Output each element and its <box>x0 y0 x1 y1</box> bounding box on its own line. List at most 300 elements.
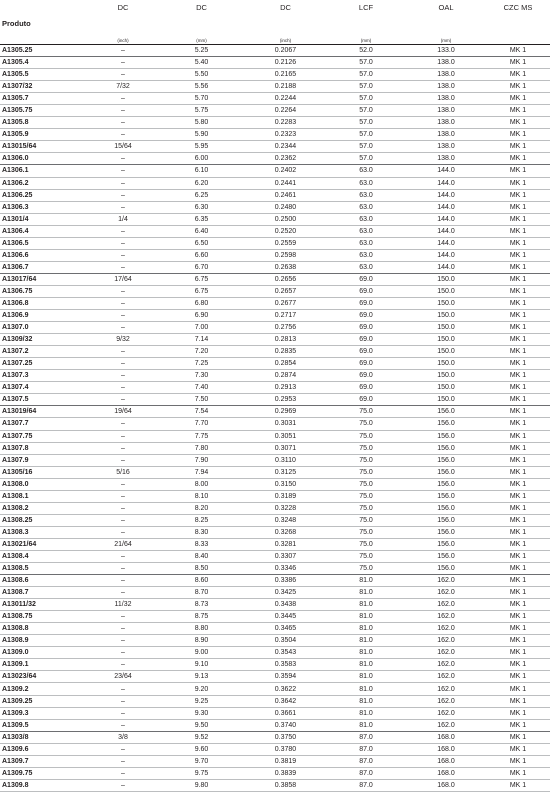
product-code-cell: A1309.3 <box>0 707 88 719</box>
oal-cell: 138.0 <box>406 69 486 81</box>
dc-inch-decimal-cell: 0.2480 <box>245 201 326 213</box>
lcf-cell: 75.0 <box>326 466 406 478</box>
czc-ms-cell: MK 1 <box>486 707 550 719</box>
dc-inch-decimal-cell: 0.3228 <box>245 502 326 514</box>
unit-dc-inch: (inch) <box>88 34 158 45</box>
dc-inch-decimal-cell: 0.2344 <box>245 141 326 153</box>
dc-inch-decimal-cell: 0.2835 <box>245 346 326 358</box>
oal-cell: 162.0 <box>406 719 486 731</box>
czc-ms-cell: MK 1 <box>486 273 550 285</box>
dc-inch-decimal-cell: 0.2362 <box>245 153 326 165</box>
dc-mm-cell: 7.20 <box>158 346 245 358</box>
czc-ms-cell: MK 1 <box>486 623 550 635</box>
lcf-cell: 81.0 <box>326 587 406 599</box>
dc-inch-fraction-cell: 15/64 <box>88 141 158 153</box>
product-code-cell: A1306.75 <box>0 285 88 297</box>
dc-inch-fraction-cell: – <box>88 201 158 213</box>
product-code-cell: A1305.9 <box>0 129 88 141</box>
lcf-cell: 75.0 <box>326 514 406 526</box>
dc-inch-fraction-cell: – <box>88 647 158 659</box>
czc-ms-cell: MK 1 <box>486 418 550 430</box>
table-row <box>0 538 550 550</box>
czc-ms-cell: MK 1 <box>486 490 550 502</box>
dc-inch-decimal-cell: 0.3071 <box>245 442 326 454</box>
dc-mm-cell: 9.80 <box>158 779 245 791</box>
dc-inch-fraction-cell: – <box>88 261 158 273</box>
dc-inch-fraction-cell: – <box>88 611 158 623</box>
czc-ms-cell: MK 1 <box>486 177 550 189</box>
czc-ms-cell: MK 1 <box>486 382 550 394</box>
dc-inch-decimal-cell: 0.3438 <box>245 599 326 611</box>
table-row <box>0 57 550 69</box>
czc-ms-cell: MK 1 <box>486 671 550 683</box>
dc-inch-fraction-cell: 3/8 <box>88 731 158 743</box>
header-czc-ms: CZC MS <box>503 3 533 12</box>
dc-inch-decimal-cell: 0.2656 <box>245 273 326 285</box>
dc-inch-decimal-cell: 0.2874 <box>245 370 326 382</box>
dc-inch-decimal-cell: 0.3031 <box>245 418 326 430</box>
product-code-cell: A1309.6 <box>0 743 88 755</box>
oal-cell: 156.0 <box>406 478 486 490</box>
oal-cell: 144.0 <box>406 249 486 261</box>
unit-dc-inch-decimal: (inch) <box>245 34 326 45</box>
table-row <box>0 442 550 454</box>
lcf-cell: 69.0 <box>326 394 406 406</box>
lcf-cell: 57.0 <box>326 129 406 141</box>
dc-inch-decimal-cell: 0.3150 <box>245 478 326 490</box>
dc-mm-cell: 8.73 <box>158 599 245 611</box>
table-row <box>0 225 550 237</box>
dc-inch-fraction-cell: – <box>88 454 158 466</box>
lcf-cell: 75.0 <box>326 442 406 454</box>
table-row <box>0 478 550 490</box>
czc-ms-cell: MK 1 <box>486 563 550 575</box>
dc-inch-decimal-cell: 0.2953 <box>245 394 326 406</box>
table-row <box>0 466 550 478</box>
dc-inch-fraction-cell: – <box>88 57 158 69</box>
product-code-cell: A1307.2 <box>0 346 88 358</box>
czc-ms-cell: MK 1 <box>486 45 550 57</box>
product-code-cell: A1309.2 <box>0 683 88 695</box>
table-row <box>0 69 550 81</box>
czc-ms-cell: MK 1 <box>486 285 550 297</box>
lcf-cell: 81.0 <box>326 707 406 719</box>
lcf-cell: 69.0 <box>326 310 406 322</box>
dc-mm-cell: 9.13 <box>158 671 245 683</box>
lcf-cell: 63.0 <box>326 201 406 213</box>
lcf-cell: 87.0 <box>326 755 406 767</box>
dc-inch-fraction-cell: – <box>88 117 158 129</box>
czc-ms-cell: MK 1 <box>486 635 550 647</box>
oal-cell: 162.0 <box>406 587 486 599</box>
table-row <box>0 647 550 659</box>
table-row <box>0 514 550 526</box>
dc-inch-decimal-cell: 0.3125 <box>245 466 326 478</box>
dc-inch-decimal-cell: 0.3051 <box>245 430 326 442</box>
lcf-cell: 75.0 <box>326 418 406 430</box>
czc-ms-cell: MK 1 <box>486 743 550 755</box>
oal-cell: 156.0 <box>406 514 486 526</box>
oal-cell: 150.0 <box>406 334 486 346</box>
dc-inch-fraction-cell: 5/16 <box>88 466 158 478</box>
dc-mm-cell: 6.10 <box>158 165 245 177</box>
dc-mm-cell: 8.30 <box>158 526 245 538</box>
czc-ms-cell: MK 1 <box>486 69 550 81</box>
table-row <box>0 418 550 430</box>
dc-inch-decimal-cell: 0.3750 <box>245 731 326 743</box>
dc-inch-fraction-cell: – <box>88 237 158 249</box>
dc-inch-fraction-cell: – <box>88 189 158 201</box>
dc-inch-decimal-cell: 0.3740 <box>245 719 326 731</box>
dc-mm-cell: 6.75 <box>158 285 245 297</box>
dc-inch-fraction-cell: 19/64 <box>88 406 158 418</box>
dc-mm-cell: 9.60 <box>158 743 245 755</box>
dc-inch-fraction-cell: – <box>88 394 158 406</box>
oal-cell: 156.0 <box>406 442 486 454</box>
oal-cell: 138.0 <box>406 153 486 165</box>
dc-inch-decimal-cell: 0.3642 <box>245 695 326 707</box>
dc-mm-cell: 7.90 <box>158 454 245 466</box>
dc-mm-cell: 6.35 <box>158 213 245 225</box>
table-row <box>0 81 550 93</box>
oal-cell: 162.0 <box>406 623 486 635</box>
czc-ms-cell: MK 1 <box>486 322 550 334</box>
table-body <box>0 45 550 792</box>
oal-cell: 144.0 <box>406 165 486 177</box>
lcf-cell: 75.0 <box>326 550 406 562</box>
table-row <box>0 358 550 370</box>
table-row <box>0 93 550 105</box>
czc-ms-cell: MK 1 <box>486 297 550 309</box>
product-code-cell: A1306.5 <box>0 237 88 249</box>
lcf-cell: 87.0 <box>326 743 406 755</box>
dc-inch-fraction-cell: – <box>88 105 158 117</box>
dc-inch-fraction-cell: – <box>88 779 158 791</box>
czc-ms-cell: MK 1 <box>486 719 550 731</box>
product-code-cell: A1307.9 <box>0 454 88 466</box>
oal-cell: 150.0 <box>406 346 486 358</box>
lcf-cell: 69.0 <box>326 358 406 370</box>
oal-cell: 156.0 <box>406 502 486 514</box>
dc-inch-decimal-cell: 0.3346 <box>245 563 326 575</box>
dc-inch-fraction-cell: – <box>88 635 158 647</box>
product-code-cell: A1307.8 <box>0 442 88 454</box>
product-code-cell: A1308.6 <box>0 575 88 587</box>
dc-mm-cell: 6.00 <box>158 153 245 165</box>
header-produto: Produto <box>2 18 31 28</box>
czc-ms-cell: MK 1 <box>486 370 550 382</box>
oal-cell: 138.0 <box>406 105 486 117</box>
dc-inch-fraction-cell: – <box>88 623 158 635</box>
czc-ms-cell: MK 1 <box>486 731 550 743</box>
dc-inch-decimal-cell: 0.2913 <box>245 382 326 394</box>
dc-mm-cell: 9.50 <box>158 719 245 731</box>
dc-inch-decimal-cell: 0.2441 <box>245 177 326 189</box>
dc-mm-cell: 7.94 <box>158 466 245 478</box>
dc-inch-decimal-cell: 0.2188 <box>245 81 326 93</box>
czc-ms-cell: MK 1 <box>486 334 550 346</box>
dc-inch-fraction-cell: – <box>88 382 158 394</box>
product-code-cell: A1307.3 <box>0 370 88 382</box>
product-code-cell: A1308.4 <box>0 550 88 562</box>
table-row <box>0 623 550 635</box>
czc-ms-cell: MK 1 <box>486 647 550 659</box>
table-row <box>0 370 550 382</box>
lcf-cell: 75.0 <box>326 538 406 550</box>
dc-inch-decimal-cell: 0.3307 <box>245 550 326 562</box>
oal-cell: 150.0 <box>406 322 486 334</box>
table-row <box>0 45 550 57</box>
oal-cell: 156.0 <box>406 418 486 430</box>
dc-mm-cell: 7.75 <box>158 430 245 442</box>
czc-ms-cell: MK 1 <box>486 394 550 406</box>
dc-inch-decimal-cell: 0.2717 <box>245 310 326 322</box>
product-code-cell: A1306.4 <box>0 225 88 237</box>
czc-ms-cell: MK 1 <box>486 538 550 550</box>
oal-cell: 150.0 <box>406 285 486 297</box>
dc-inch-decimal-cell: 0.3819 <box>245 755 326 767</box>
dc-mm-cell: 9.10 <box>158 659 245 671</box>
product-code-cell: A1305/16 <box>0 466 88 478</box>
czc-ms-cell: MK 1 <box>486 93 550 105</box>
table-row <box>0 273 550 285</box>
dc-inch-decimal-cell: 0.3281 <box>245 538 326 550</box>
dc-inch-decimal-cell: 0.3504 <box>245 635 326 647</box>
czc-ms-cell: MK 1 <box>486 442 550 454</box>
dc-mm-cell: 9.00 <box>158 647 245 659</box>
oal-cell: 162.0 <box>406 695 486 707</box>
table-row <box>0 237 550 249</box>
dc-inch-decimal-cell: 0.2677 <box>245 297 326 309</box>
lcf-cell: 81.0 <box>326 695 406 707</box>
czc-ms-cell: MK 1 <box>486 81 550 93</box>
oal-cell: 133.0 <box>406 45 486 57</box>
oal-cell: 144.0 <box>406 237 486 249</box>
lcf-cell: 57.0 <box>326 153 406 165</box>
oal-cell: 156.0 <box>406 454 486 466</box>
dc-inch-fraction-cell: – <box>88 358 158 370</box>
table-row <box>0 261 550 273</box>
dc-inch-fraction-cell: 23/64 <box>88 671 158 683</box>
lcf-cell: 81.0 <box>326 611 406 623</box>
table-row <box>0 767 550 779</box>
lcf-cell: 81.0 <box>326 575 406 587</box>
dc-mm-cell: 8.50 <box>158 563 245 575</box>
oal-cell: 156.0 <box>406 406 486 418</box>
dc-mm-cell: 8.25 <box>158 514 245 526</box>
oal-cell: 138.0 <box>406 81 486 93</box>
product-code-cell: A1308.2 <box>0 502 88 514</box>
product-code-cell: A1306.25 <box>0 189 88 201</box>
czc-ms-cell: MK 1 <box>486 430 550 442</box>
product-code-cell: A1306.9 <box>0 310 88 322</box>
header-oal: OAL <box>438 3 454 12</box>
dc-inch-decimal-cell: 0.2520 <box>245 225 326 237</box>
dc-mm-cell: 5.25 <box>158 45 245 57</box>
dc-mm-cell: 6.40 <box>158 225 245 237</box>
oal-cell: 138.0 <box>406 141 486 153</box>
product-code-cell: A1308.8 <box>0 623 88 635</box>
table-row <box>0 117 550 129</box>
lcf-cell: 81.0 <box>326 671 406 683</box>
table-row <box>0 502 550 514</box>
product-code-cell: A13023/64 <box>0 671 88 683</box>
dc-inch-decimal-cell: 0.2126 <box>245 57 326 69</box>
dc-inch-fraction-cell: – <box>88 93 158 105</box>
lcf-cell: 69.0 <box>326 285 406 297</box>
lcf-cell: 81.0 <box>326 647 406 659</box>
dc-inch-fraction-cell: – <box>88 153 158 165</box>
dc-inch-decimal-cell: 0.3622 <box>245 683 326 695</box>
dc-mm-cell: 7.14 <box>158 334 245 346</box>
czc-ms-cell: MK 1 <box>486 57 550 69</box>
product-code-cell: A1301/4 <box>0 213 88 225</box>
product-code-cell: A1308.75 <box>0 611 88 623</box>
dc-inch-decimal-cell: 0.2756 <box>245 322 326 334</box>
lcf-cell: 52.0 <box>326 45 406 57</box>
dc-inch-fraction-cell: – <box>88 575 158 587</box>
dc-inch-fraction-cell: – <box>88 442 158 454</box>
table-row <box>0 671 550 683</box>
czc-ms-cell: MK 1 <box>486 358 550 370</box>
product-code-cell: A1307.4 <box>0 382 88 394</box>
dc-inch-decimal-cell: 0.2854 <box>245 358 326 370</box>
dc-inch-decimal-cell: 0.2244 <box>245 93 326 105</box>
product-code-cell: A1306.6 <box>0 249 88 261</box>
oal-cell: 138.0 <box>406 57 486 69</box>
oal-cell: 150.0 <box>406 310 486 322</box>
dc-inch-fraction-cell: – <box>88 719 158 731</box>
table-row <box>0 249 550 261</box>
product-code-cell: A1309.7 <box>0 755 88 767</box>
lcf-cell: 81.0 <box>326 623 406 635</box>
product-code-cell: A1309.75 <box>0 767 88 779</box>
oal-cell: 150.0 <box>406 358 486 370</box>
dc-inch-decimal-cell: 0.2067 <box>245 45 326 57</box>
dc-mm-cell: 8.40 <box>158 550 245 562</box>
czc-ms-cell: MK 1 <box>486 478 550 490</box>
dc-mm-cell: 7.80 <box>158 442 245 454</box>
dc-inch-decimal-cell: 0.3110 <box>245 454 326 466</box>
table-row <box>0 382 550 394</box>
table-row <box>0 334 550 346</box>
product-code-cell: A1305.25 <box>0 45 88 57</box>
dc-inch-decimal-cell: 0.2165 <box>245 69 326 81</box>
dc-mm-cell: 7.40 <box>158 382 245 394</box>
unit-oal: (mm) <box>406 34 486 45</box>
czc-ms-cell: MK 1 <box>486 575 550 587</box>
lcf-cell: 63.0 <box>326 165 406 177</box>
czc-ms-cell: MK 1 <box>486 683 550 695</box>
oal-cell: 162.0 <box>406 671 486 683</box>
oal-cell: 156.0 <box>406 538 486 550</box>
czc-ms-cell: MK 1 <box>486 213 550 225</box>
lcf-cell: 87.0 <box>326 731 406 743</box>
table-row <box>0 430 550 442</box>
lcf-cell: 75.0 <box>326 563 406 575</box>
dc-mm-cell: 7.50 <box>158 394 245 406</box>
dc-mm-cell: 6.25 <box>158 189 245 201</box>
dc-inch-fraction-cell: – <box>88 563 158 575</box>
dc-mm-cell: 9.52 <box>158 731 245 743</box>
oal-cell: 138.0 <box>406 129 486 141</box>
czc-ms-cell: MK 1 <box>486 611 550 623</box>
dc-inch-fraction-cell: – <box>88 177 158 189</box>
table-header <box>0 0 550 45</box>
dc-inch-fraction-cell: 17/64 <box>88 273 158 285</box>
dc-inch-fraction-cell: – <box>88 418 158 430</box>
lcf-cell: 63.0 <box>326 213 406 225</box>
dc-inch-decimal-cell: 0.3594 <box>245 671 326 683</box>
oal-cell: 138.0 <box>406 93 486 105</box>
lcf-cell: 63.0 <box>326 249 406 261</box>
dc-mm-cell: 7.00 <box>158 322 245 334</box>
product-code-cell: A1306.8 <box>0 297 88 309</box>
dc-inch-decimal-cell: 0.2461 <box>245 189 326 201</box>
header-dc-inch-decimal: DC <box>280 3 291 12</box>
dc-mm-cell: 5.95 <box>158 141 245 153</box>
product-code-cell: A13015/64 <box>0 141 88 153</box>
oal-cell: 162.0 <box>406 575 486 587</box>
table-row <box>0 165 550 177</box>
lcf-cell: 57.0 <box>326 57 406 69</box>
czc-ms-cell: MK 1 <box>486 310 550 322</box>
table-row <box>0 201 550 213</box>
lcf-cell: 87.0 <box>326 767 406 779</box>
czc-ms-cell: MK 1 <box>486 141 550 153</box>
table-row <box>0 153 550 165</box>
dc-inch-fraction-cell: – <box>88 310 158 322</box>
oal-cell: 144.0 <box>406 189 486 201</box>
product-code-cell: A1308.25 <box>0 514 88 526</box>
product-code-cell: A1308.9 <box>0 635 88 647</box>
dc-inch-fraction-cell: – <box>88 225 158 237</box>
product-code-cell: A1309.1 <box>0 659 88 671</box>
lcf-cell: 69.0 <box>326 382 406 394</box>
table-row <box>0 394 550 406</box>
dc-inch-fraction-cell: – <box>88 550 158 562</box>
dc-mm-cell: 7.54 <box>158 406 245 418</box>
dc-mm-cell: 9.20 <box>158 683 245 695</box>
dc-inch-decimal-cell: 0.3425 <box>245 587 326 599</box>
oal-cell: 162.0 <box>406 683 486 695</box>
czc-ms-cell: MK 1 <box>486 779 550 791</box>
oal-cell: 168.0 <box>406 743 486 755</box>
product-code-cell: A1306.0 <box>0 153 88 165</box>
oal-cell: 162.0 <box>406 647 486 659</box>
dc-mm-cell: 5.90 <box>158 129 245 141</box>
product-code-cell: A1308.0 <box>0 478 88 490</box>
product-code-cell: A1308.3 <box>0 526 88 538</box>
product-code-cell: A1306.3 <box>0 201 88 213</box>
product-code-cell: A1309.0 <box>0 647 88 659</box>
dc-inch-decimal-cell: 0.3465 <box>245 623 326 635</box>
lcf-cell: 57.0 <box>326 93 406 105</box>
table-row <box>0 575 550 587</box>
lcf-cell: 69.0 <box>326 370 406 382</box>
table-row <box>0 683 550 695</box>
lcf-cell: 63.0 <box>326 225 406 237</box>
oal-cell: 144.0 <box>406 225 486 237</box>
table-row <box>0 105 550 117</box>
czc-ms-cell: MK 1 <box>486 261 550 273</box>
dc-inch-fraction-cell: – <box>88 45 158 57</box>
oal-cell: 138.0 <box>406 117 486 129</box>
dc-inch-decimal-cell: 0.2657 <box>245 285 326 297</box>
header-lcf: LCF <box>358 3 374 12</box>
oal-cell: 150.0 <box>406 394 486 406</box>
table-row <box>0 322 550 334</box>
